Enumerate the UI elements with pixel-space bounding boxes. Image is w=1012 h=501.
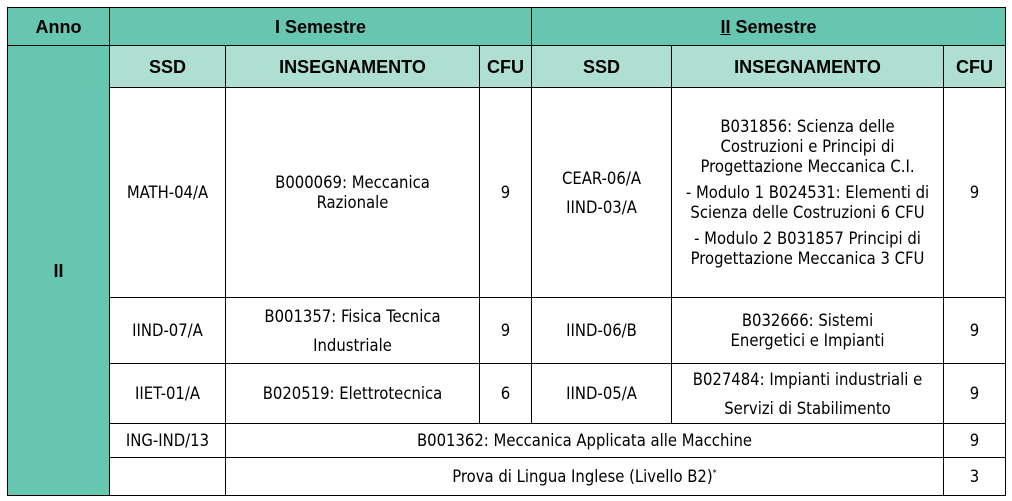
row2-s2-insegnamento: B032666: Sistemi Energetici e Impianti (672, 298, 944, 364)
row1-s2-ssd (532, 88, 672, 298)
table-row (8, 458, 1006, 496)
header-anno: Anno (8, 8, 110, 46)
row1-s2-ins-module-1: - Modulo 1 B024531: Elementi di Scienza delle Costruzioni 6 CFU (685, 182, 930, 222)
row2-s2-ssd: IIND-06/B (532, 298, 672, 364)
subheader-insegnamento-1: INSEGNAMENTO (226, 46, 480, 88)
header-semester-2-word: Semestre (735, 16, 817, 37)
subheader-ssd-1: SSD (110, 46, 226, 88)
anno-value-cell: II (8, 46, 110, 496)
row1-s2-cfu: 9 (944, 88, 1006, 298)
header-semester-2 (532, 8, 1006, 46)
row5-empty (110, 458, 226, 496)
subheader-insegnamento-2: INSEGNAMENTO (672, 46, 944, 88)
row1-s2-ssd-2: IIND-03/A (566, 197, 637, 217)
header-semester-1: I Semestre (110, 8, 532, 46)
row3-s1-insegnamento: B020519: Elettrotecnica (226, 364, 480, 424)
row5-ins-text: Prova di Lingua Inglese (Livello B2) (452, 466, 713, 486)
row1-s2-ssd-1: CEAR-06/A (562, 168, 641, 188)
row1-s1-ssd: MATH-04/A (110, 88, 226, 298)
row4-ssd: ING-IND/13 (110, 424, 226, 458)
row3-s1-cfu: 6 (480, 364, 532, 424)
subheader-cfu-1: CFU (480, 46, 532, 88)
subheader-cfu-2: CFU (944, 46, 1006, 88)
row1-s1-insegnamento: B000069: Meccanica Razionale (226, 88, 480, 298)
course-schedule-table (7, 7, 1006, 496)
header-row (8, 8, 1006, 46)
row5-cfu: 3 (944, 458, 1006, 496)
row1-s2-ins-module-2: - Modulo 2 B031857 Principi di Progettazione Meccanica 3 CFU (690, 228, 925, 268)
subheader-row (8, 46, 1006, 88)
row4-cfu: 9 (944, 424, 1006, 458)
subheader-ssd-2: SSD (532, 46, 672, 88)
table-row (8, 364, 1006, 424)
row4-insegnamento: B001362: Meccanica Applicata alle Macchine (226, 424, 944, 458)
row2-s1-ssd: IIND-07/A (110, 298, 226, 364)
row5-insegnamento (226, 458, 944, 496)
table-row (8, 88, 1006, 298)
row1-s1-cfu: 9 (480, 88, 532, 298)
row2-s1-insegnamento: B001357: Fisica Tecnica Industriale (226, 298, 480, 364)
table-row (8, 298, 1006, 364)
row3-s2-insegnamento: B027484: Impianti industriali e Servizi di Stabilimento (672, 364, 944, 424)
header-semester-2-roman: II (720, 16, 731, 37)
footnote-marker: * (712, 468, 717, 478)
row2-s1-cfu: 9 (480, 298, 532, 364)
row3-s2-cfu: 9 (944, 364, 1006, 424)
row1-s2-insegnamento (672, 88, 944, 298)
row3-s1-ssd: IIET-01/A (110, 364, 226, 424)
row1-s2-ins-main: B031856: Scienza delle Costruzioni e Principi di Progettazione Meccanica C.I. (700, 116, 915, 176)
row2-s2-cfu: 9 (944, 298, 1006, 364)
table-row (8, 424, 1006, 458)
row3-s2-ssd: IIND-05/A (532, 364, 672, 424)
